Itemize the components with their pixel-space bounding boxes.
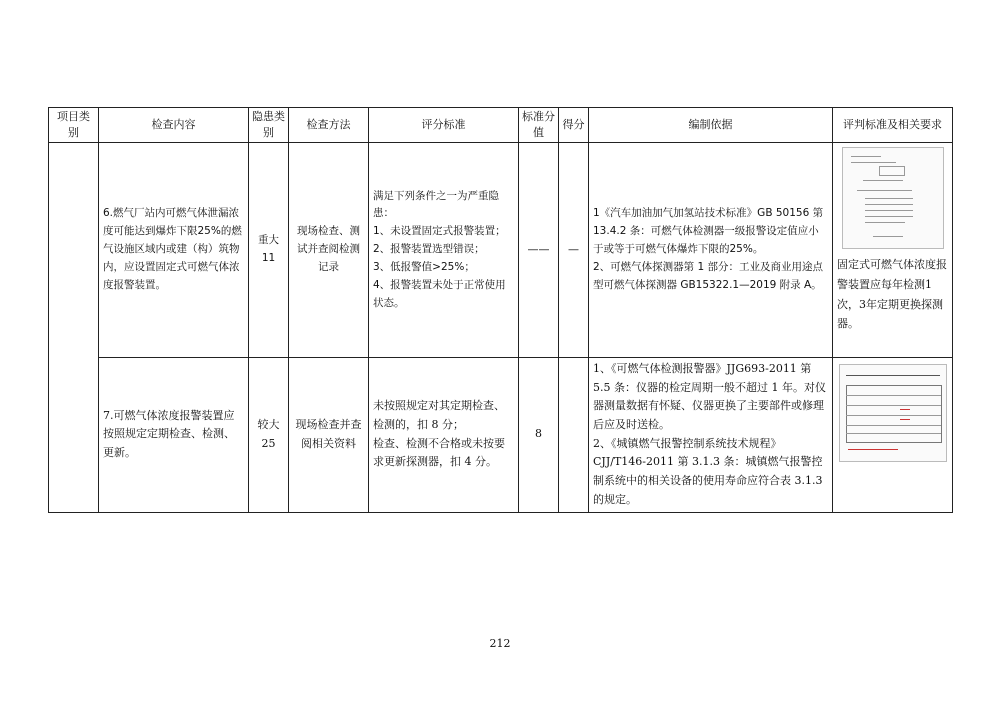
content-cell: 7.可燃气体浓度报警装置应按照规定定期检查、检测、更新。 [99, 358, 249, 513]
header-hazard: 隐患类别 [249, 108, 289, 143]
requirements-cell [833, 358, 953, 513]
category-cell [49, 143, 99, 513]
method-cell: 现场检查并查阅相关资料 [289, 358, 369, 513]
score-cell [559, 358, 589, 513]
criteria-line: 3、低报警值>25%； [373, 260, 475, 273]
method-cell: 现场检查、测试并查阅检测记录 [289, 143, 369, 358]
requirements-cell [833, 143, 953, 358]
header-method: 检查方法 [289, 108, 369, 143]
basis-line: 1《汽车加油加气加氢站技术标准》GB 50156 第13.4.2 条：可燃气体检测器一级报警设定值应小于或等于可燃气体爆炸下限的25%。 [593, 207, 824, 256]
basis-cell [589, 358, 833, 513]
header-requirements: 评判标准及相关要求 [833, 108, 953, 143]
criteria-line: 2、报警装置选型错误； [373, 243, 485, 256]
criteria-line: 4、报警装置未处于正常使用状态。 [373, 278, 506, 309]
criteria-cell [369, 143, 519, 358]
hazard-cell: 重大11 [249, 143, 289, 358]
diagram-thumbnail [842, 147, 944, 249]
std-score-cell: —— [519, 143, 559, 358]
header-category: 项目类别 [49, 108, 99, 143]
criteria-line: 1、未设置固定式报警装置； [373, 225, 506, 238]
header-score: 得分 [559, 108, 589, 143]
header-basis: 编制依据 [589, 108, 833, 143]
std-score-cell: 8 [519, 358, 559, 513]
header-criteria: 评分标准 [369, 108, 519, 143]
criteria-line: 检查、检测不合格或未按要求更新探测器，扣 4 分。 [373, 436, 505, 469]
basis-line: 2、《城镇燃气报警控制系统技术规程》CJJ/T146-2011 第 3.1.3 条：城镇燃气报警控制系统中的相关设备的使用寿命应符合表 3.1.3 的规定。 [593, 436, 823, 506]
criteria-line: 未按照规定对其定期检查、检测的，扣 8 分； [373, 399, 505, 432]
basis-line: 2、可燃气体探测器第 1 部分：工业及商业用途点型可燃气体探测器 GB15322.1—2019 附录 A。 [593, 260, 824, 291]
content-cell: 6.燃气厂站内可燃气体泄漏浓度可能达到爆炸下限25%的燃气设施区域内或建（构）筑物内，应设置固定式可燃气体浓度报警装置。 [99, 143, 249, 358]
inspection-table [48, 107, 953, 513]
basis-cell [589, 143, 833, 358]
criteria-line: 满足下列条件之一为严重隐患： [373, 189, 499, 220]
table-thumbnail [839, 364, 947, 462]
page-number: 212 [489, 637, 511, 650]
hazard-cell: 较大25 [249, 358, 289, 513]
header-std-score: 标准分值 [519, 108, 559, 143]
requirement-note: 固定式可燃气体浓度报警装置应每年检测1次，3年定期更换探测器。 [837, 258, 947, 331]
table-row [49, 143, 953, 358]
header-content: 检查内容 [99, 108, 249, 143]
basis-line: 1、《可燃气体检测报警器》JJG693-2011 第 5.5 条：仪器的检定周期一般不超过 1 年。对仪器测量数据有怀疑、仪器更换了主要部件或修理后应及时送检。 [593, 362, 826, 432]
table-row [49, 358, 953, 513]
header-row [49, 108, 953, 143]
score-cell: — [559, 143, 589, 358]
criteria-cell [369, 358, 519, 513]
